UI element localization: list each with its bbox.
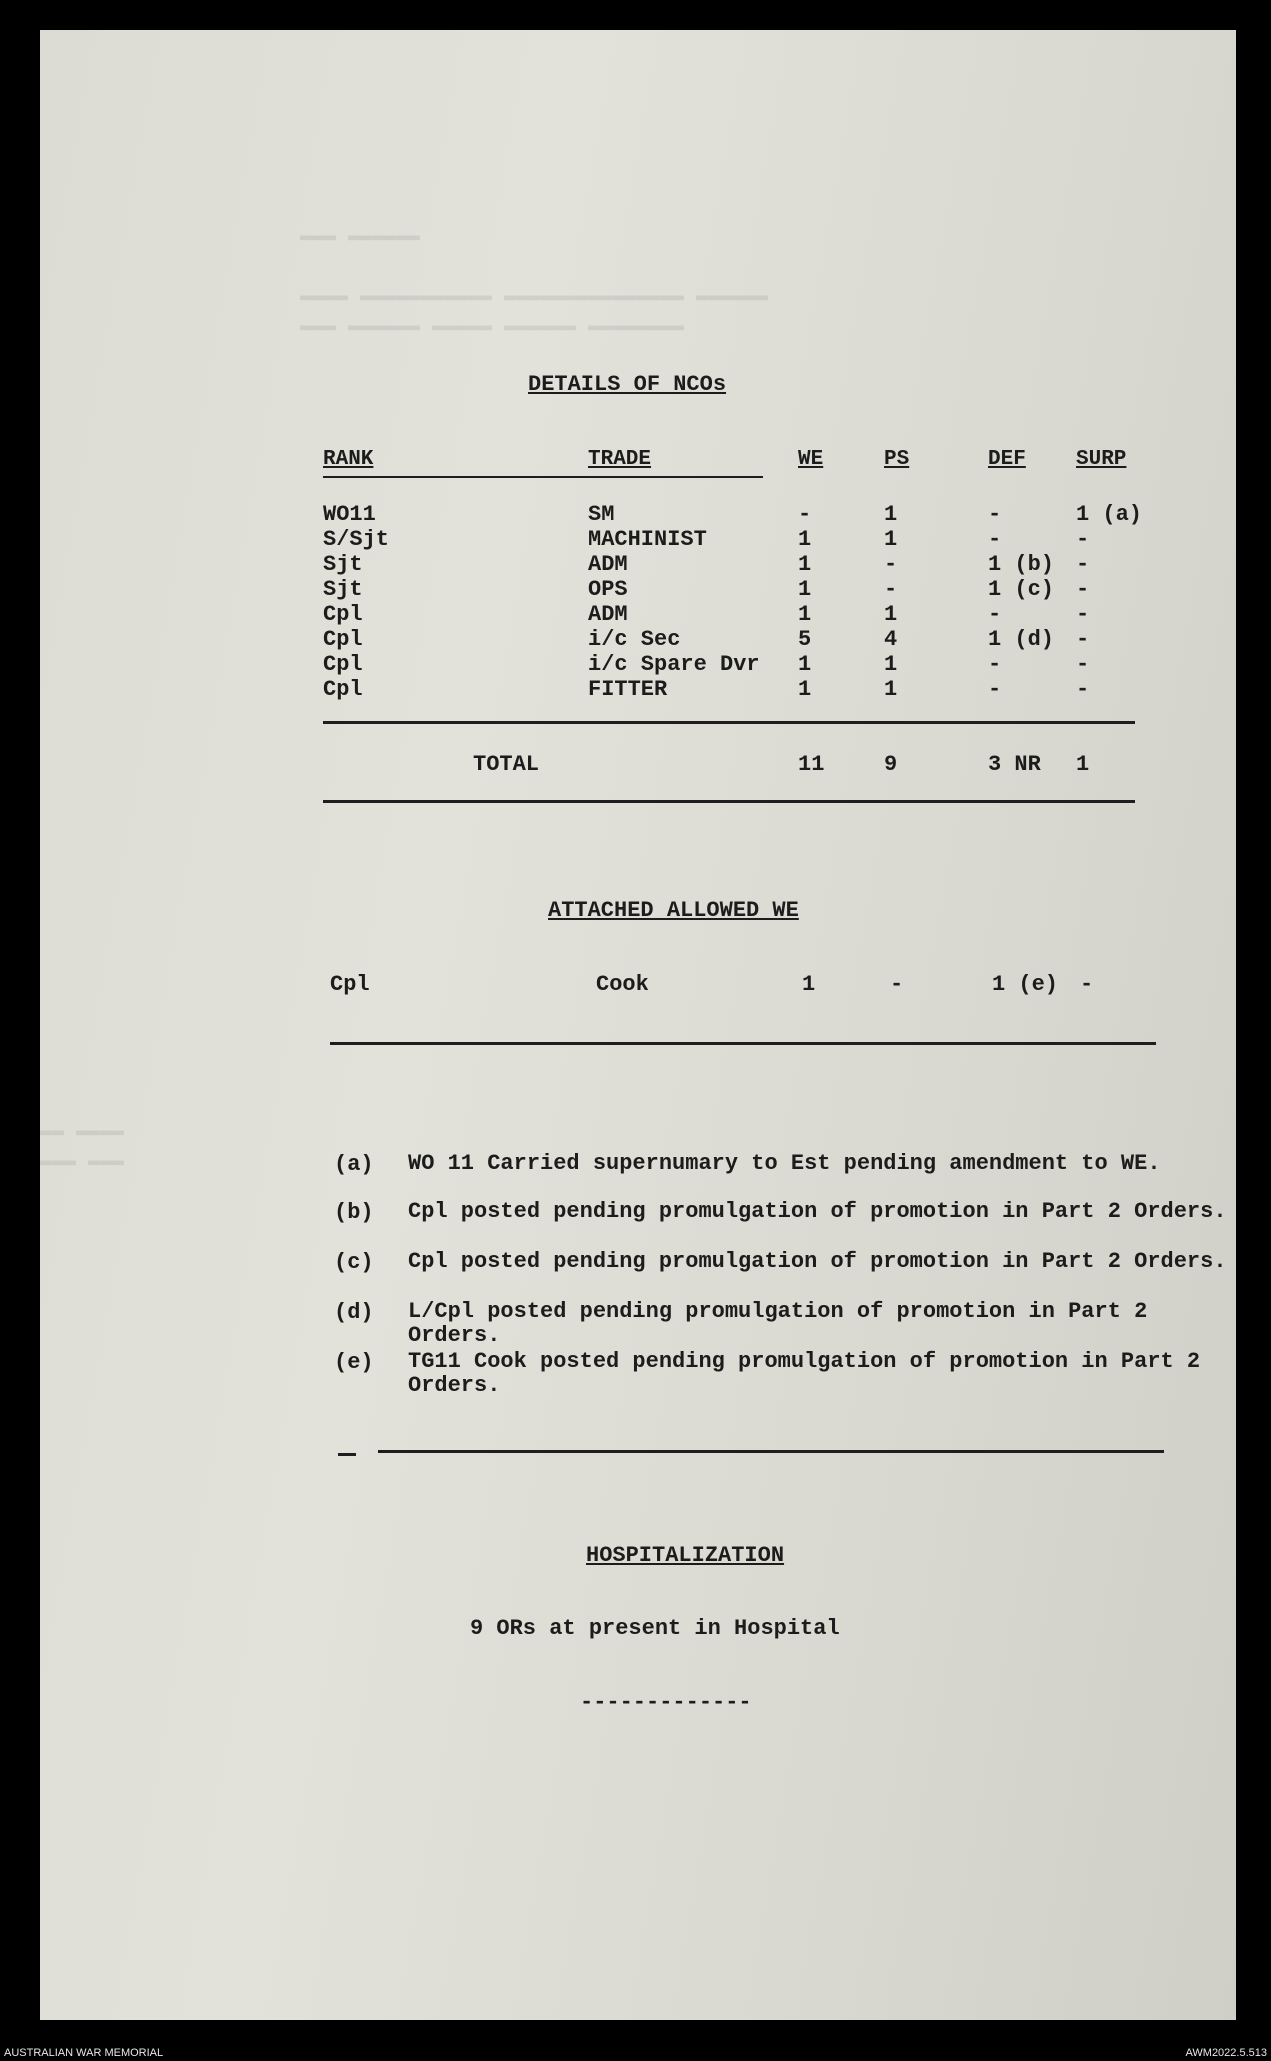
table-row-we: - — [798, 502, 812, 527]
table-row-ps: 1 — [884, 677, 898, 702]
note-text: Cpl posted pending promulgation of promotion in Part 2 Orders. — [408, 1199, 1227, 1224]
note-text: Cpl posted pending promulgation of promotion in Part 2 Orders. — [408, 1249, 1227, 1274]
table-row-surp: - — [1076, 527, 1090, 552]
col-header-trade: TRADE — [588, 448, 652, 471]
table-row-we: 1 — [798, 677, 812, 702]
table-row-ps: - — [884, 552, 898, 577]
note-label: (b) — [334, 1200, 374, 1225]
attached-title: ATTACHED ALLOWED WE — [548, 898, 799, 923]
attached-trade: Cook — [596, 972, 649, 997]
table-rule — [323, 721, 1135, 724]
table-row-we: 1 — [798, 602, 812, 627]
table-row-def: 1 (d) — [988, 627, 1055, 652]
note-label: (d) — [334, 1300, 374, 1325]
attached-rank: Cpl — [330, 972, 370, 997]
note-text: WO 11 Carried supernumary to Est pending amendment to WE. — [408, 1151, 1161, 1176]
show-through-marks: ▬▬▬ ▬▬▬ — [40, 1150, 125, 1173]
attached-surp: - — [1080, 972, 1094, 997]
table-row-we: 1 — [798, 652, 812, 677]
table-row-def: - — [988, 677, 1002, 702]
attached-rule — [330, 1042, 1156, 1045]
table-row-trade: ADM — [588, 602, 628, 627]
note-text: TG11 Cook posted pending promulgation of promotion in Part 2 Orders. — [408, 1349, 1201, 1398]
table-row-ps: 1 — [884, 502, 898, 527]
table-row-surp: - — [1076, 677, 1090, 702]
table-row-ps: - — [884, 577, 898, 602]
attached-def: 1 (e) — [992, 972, 1059, 997]
col-header-we: WE — [798, 448, 824, 471]
footer-id: AWM2022.5.513 — [1185, 2047, 1267, 2059]
table-row-trade: OPS — [588, 577, 628, 602]
total-rule — [323, 800, 1135, 803]
table-row-ps: 1 — [884, 602, 898, 627]
table-row-def: - — [988, 602, 1002, 627]
table-row-trade: MACHINIST — [588, 527, 707, 552]
table-row-we: 5 — [798, 627, 812, 652]
total-ps: 9 — [884, 752, 898, 777]
footer-credit: AUSTRALIAN WAR MEMORIAL — [4, 2047, 164, 2059]
note-text: L/Cpl posted pending promulgation of promotion in Part 2 Orders. — [408, 1299, 1148, 1348]
table-row-rank: WO11 — [323, 502, 376, 527]
note-label: (a) — [334, 1152, 374, 1177]
table-row-trade: SM — [588, 502, 615, 527]
table-row-def: - — [988, 652, 1002, 677]
document-page — [40, 30, 1236, 2020]
header-underline — [323, 476, 763, 478]
table-row-trade: i/c Spare Dvr — [588, 652, 760, 677]
total-we: 11 — [798, 752, 825, 777]
table-row-ps: 1 — [884, 527, 898, 552]
hospital-title: HOSPITALIZATION — [586, 1543, 785, 1568]
page-title: DETAILS OF NCOs — [528, 372, 727, 397]
col-header-def: DEF — [988, 448, 1026, 471]
table-row-we: 1 — [798, 527, 812, 552]
table-row-def: - — [988, 527, 1002, 552]
table-row-rank: S/Sjt — [323, 527, 390, 552]
notes-rule-dash — [338, 1453, 356, 1456]
table-row-surp: - — [1076, 552, 1090, 577]
attached-we: 1 — [802, 972, 816, 997]
show-through-marks: ▬▬ ▬▬▬▬ — [40, 1120, 125, 1143]
note-label: (c) — [334, 1250, 374, 1275]
table-row-def: - — [988, 502, 1002, 527]
table-row-def: 1 (c) — [988, 577, 1055, 602]
table-row-surp: - — [1076, 577, 1090, 602]
total-label: TOTAL — [473, 752, 540, 777]
show-through-marks: ▬▬▬ ▬▬▬▬▬▬ — [300, 225, 421, 248]
col-header-rank: RANK — [323, 448, 374, 471]
table-row-def: 1 (b) — [988, 552, 1055, 577]
table-row-rank: Cpl — [323, 627, 363, 652]
notes-rule — [378, 1450, 1164, 1453]
table-row-we: 1 — [798, 577, 812, 602]
hospital-text: 9 ORs at present in Hospital — [470, 1616, 840, 1641]
col-header-ps: PS — [884, 448, 910, 471]
table-row-rank: Sjt — [323, 577, 363, 602]
show-through-marks: ▬▬▬▬ ▬▬▬▬▬▬▬▬▬▬▬ ▬▬▬▬▬▬▬▬▬▬▬▬▬▬▬ ▬▬▬▬▬▬ — [300, 285, 769, 308]
table-row-surp: - — [1076, 602, 1090, 627]
table-row-trade: ADM — [588, 552, 628, 577]
table-row-surp: - — [1076, 652, 1090, 677]
table-row-rank: Cpl — [323, 602, 363, 627]
attached-ps: - — [890, 972, 904, 997]
table-row-trade: FITTER — [588, 677, 668, 702]
col-header-surp: SURP — [1076, 448, 1127, 471]
table-row-surp: 1 (a) — [1076, 502, 1143, 527]
table-row-rank: Cpl — [323, 677, 363, 702]
end-mark: ------------- — [580, 1690, 752, 1715]
table-row-surp: - — [1076, 627, 1090, 652]
table-row-rank: Sjt — [323, 552, 363, 577]
table-row-we: 1 — [798, 552, 812, 577]
total-def: 3 NR — [988, 752, 1041, 777]
table-row-ps: 1 — [884, 652, 898, 677]
note-label: (e) — [334, 1350, 374, 1375]
total-surp: 1 — [1076, 752, 1090, 777]
table-row-rank: Cpl — [323, 652, 363, 677]
table-row-trade: i/c Sec — [588, 627, 681, 652]
table-row-ps: 4 — [884, 627, 898, 652]
show-through-marks: ▬▬▬ ▬▬▬▬▬▬ ▬▬▬▬▬ ▬▬▬▬▬▬ ▬▬▬▬▬▬▬▬ — [300, 315, 685, 338]
